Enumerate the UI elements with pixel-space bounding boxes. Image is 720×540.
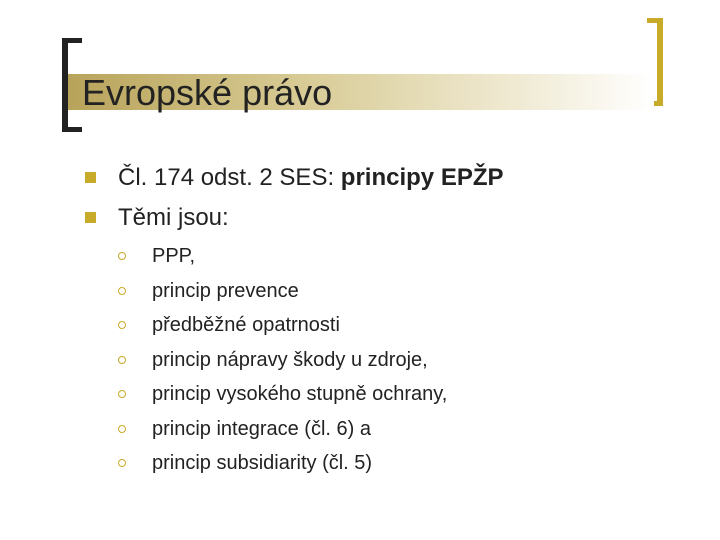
sub-bullet-text: princip subsidiarity (čl. 5) (152, 452, 373, 474)
sub-bullet-item (0, 416, 720, 450)
sub-bullet-item (0, 347, 720, 381)
ring-bullet-icon (118, 356, 126, 364)
sub-bullet-item (0, 243, 720, 277)
sub-bullet-text: princip integrace (čl. 6) a (152, 417, 371, 440)
ring-bullet-icon (118, 390, 126, 398)
ring-bullet-icon (118, 321, 126, 329)
right-bracket-top (647, 18, 663, 23)
sub-bullet-text: princip vysokého stupně ochrany, (152, 383, 448, 405)
square-bullet-icon (85, 172, 96, 183)
left-bracket-bottom (62, 127, 82, 132)
bullet-text-normal: Těmi jsou: (118, 204, 229, 231)
bullet-item (0, 162, 720, 196)
sub-bullet-text: princip prevence (152, 279, 299, 302)
left-bracket-top (62, 38, 82, 43)
sub-bullet-text: PPP, (152, 245, 195, 267)
bullet-text (118, 202, 229, 234)
bullet-item (0, 202, 720, 236)
bullet-text-normal: Čl. 174 odst. 2 SES: (118, 164, 341, 191)
sub-bullet-item (0, 278, 720, 312)
square-bullet-icon (85, 212, 96, 223)
sub-bullet-item (0, 450, 720, 484)
ring-bullet-icon (118, 459, 126, 467)
ring-bullet-icon (118, 425, 126, 433)
right-bracket-vertical (657, 18, 663, 106)
slide-title: Evropské právo (82, 72, 333, 113)
sub-bullet-item (0, 381, 720, 415)
sub-bullet-item (0, 312, 720, 346)
ring-bullet-icon (118, 252, 126, 260)
bullet-text (118, 162, 504, 194)
sub-bullet-text: princip nápravy škody u zdroje, (152, 348, 428, 371)
sub-bullet-text: předběžné opatrnosti (152, 314, 340, 336)
bullet-text-bold: principy EPŽP (340, 164, 504, 191)
ring-bullet-icon (118, 287, 126, 295)
